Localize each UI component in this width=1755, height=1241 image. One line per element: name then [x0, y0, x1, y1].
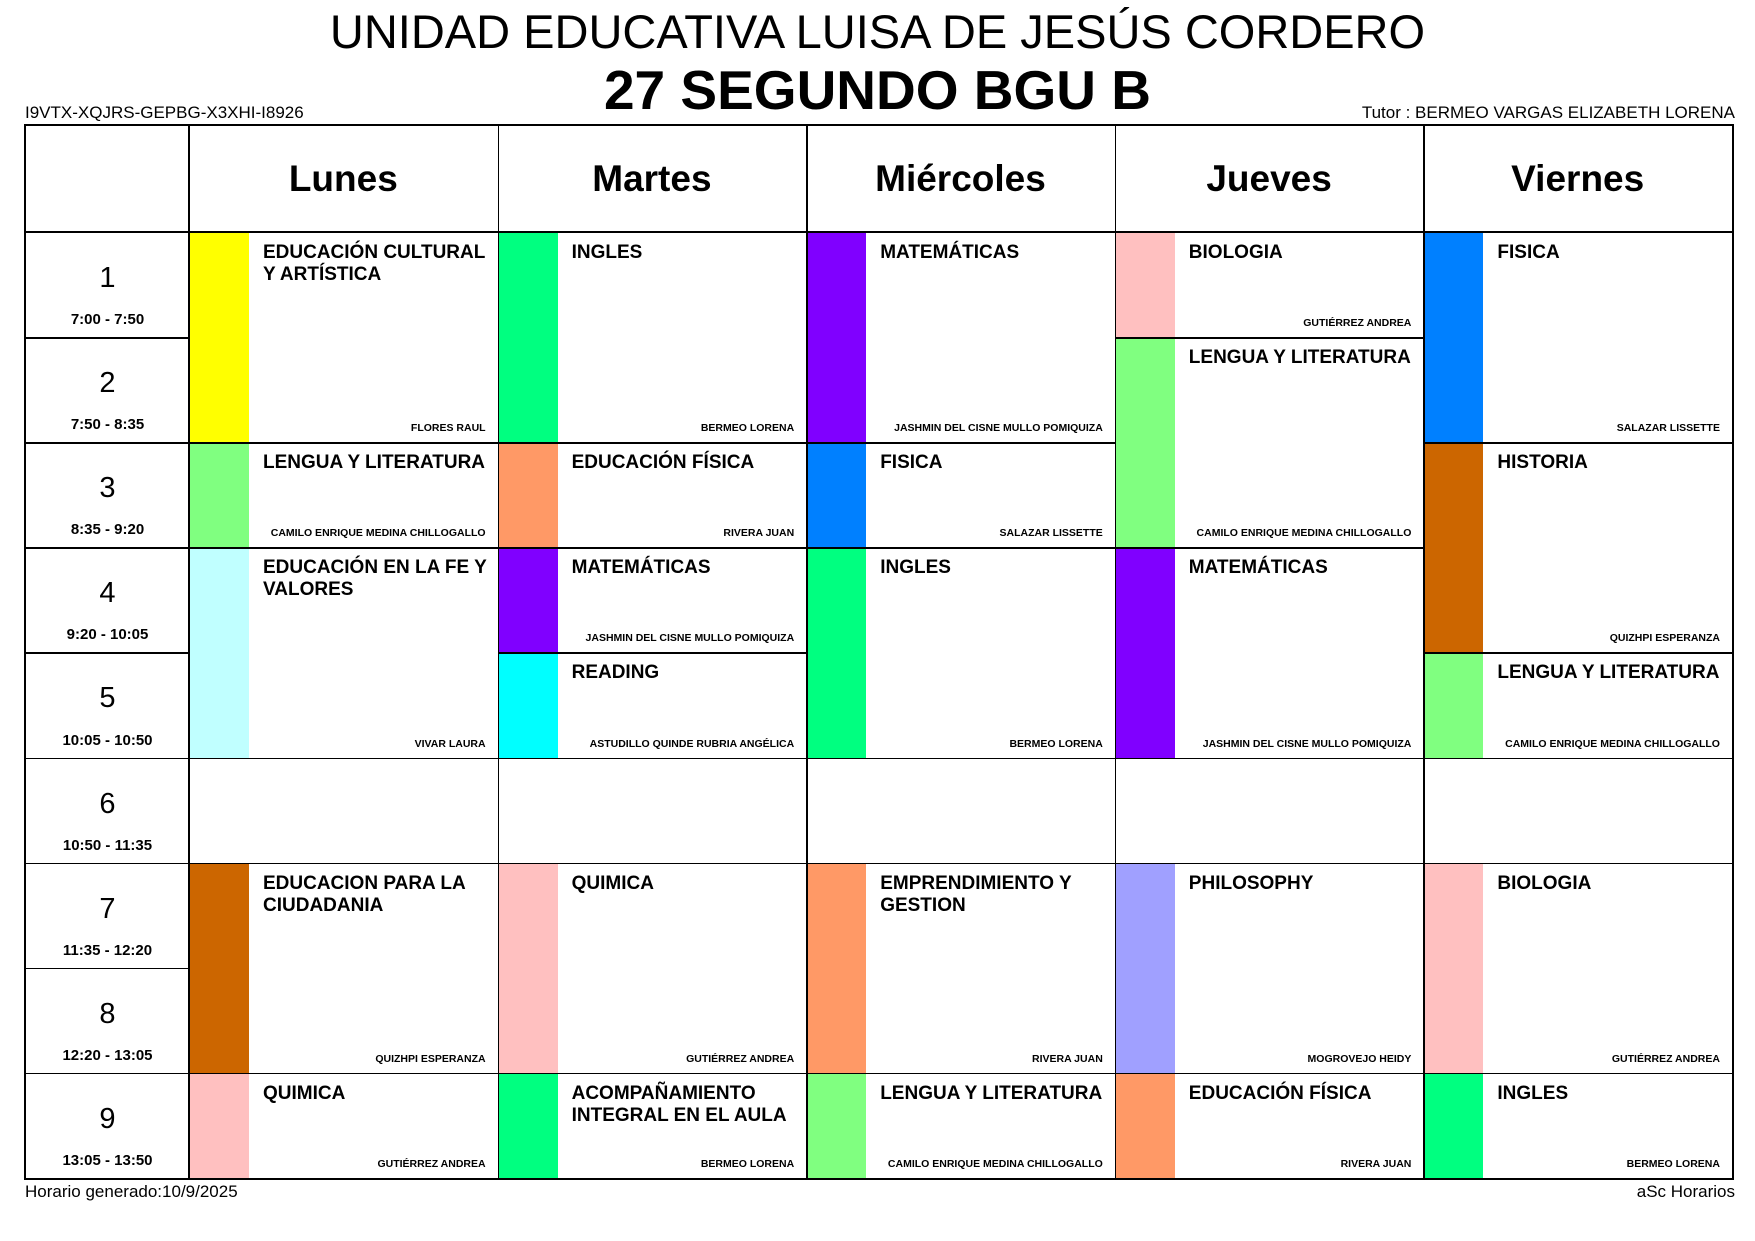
lesson-cell[interactable]: [806, 547, 1115, 757]
lesson-cell[interactable]: [1423, 863, 1732, 1073]
day-column-divider: [1115, 126, 1117, 1178]
lesson-cell[interactable]: [1423, 1073, 1732, 1178]
subject-color-bar: [498, 547, 558, 652]
subject-color-bar: [189, 1073, 249, 1178]
tutor-label: Tutor : BERMEO VARGAS ELIZABETH LORENA: [1361, 103, 1735, 122]
timetable-code: I9VTX-XQJRS-GEPBG-X3XHI-I8926: [25, 103, 304, 122]
lesson-cell[interactable]: [1115, 337, 1424, 547]
lesson-cell[interactable]: [1115, 863, 1424, 1073]
lesson-cell[interactable]: [189, 863, 498, 1073]
teacher-name: CAMILO ENRIQUE MEDINA CHILLOGALLO: [1196, 527, 1412, 540]
teacher-name: QUIZHPI ESPERANZA: [1609, 632, 1720, 645]
period-time: 7:00 - 7:50: [70, 311, 145, 329]
subject-name: MATEMÁTICAS: [571, 557, 711, 579]
teacher-name: SALAZAR LISSETTE: [999, 527, 1103, 540]
lesson-divider: [1423, 442, 1732, 444]
period-time: 11:35 - 12:20: [62, 941, 153, 959]
lesson-divider: [806, 442, 1115, 444]
lesson-cell[interactable]: [1115, 547, 1424, 757]
lesson-cell[interactable]: [1423, 232, 1732, 442]
lesson-cell[interactable]: [498, 863, 807, 1073]
subject-color-bar: [498, 1073, 558, 1178]
subject-color-bar: [1115, 232, 1175, 337]
subject-color-bar: [189, 232, 249, 442]
subject-name: BIOLOGIA: [1188, 242, 1283, 263]
period-row-divider: [26, 968, 189, 970]
day-header: Lunes: [288, 158, 398, 199]
teacher-name: JASHMIN DEL CISNE MULLO POMIQUIZA: [585, 632, 795, 645]
teacher-name: JASHMIN DEL CISNE MULLO POMIQUIZA: [1202, 737, 1412, 750]
lesson-divider: [498, 442, 807, 444]
period-number: 4: [99, 577, 116, 610]
lesson-cell[interactable]: [189, 232, 498, 442]
lesson-divider: [1115, 758, 1424, 760]
period-time: 9:20 - 10:05: [66, 626, 149, 644]
lesson-divider: [498, 547, 807, 549]
subject-color-bar: [1423, 232, 1483, 442]
subject-color-bar: [1115, 337, 1175, 547]
lesson-divider: [806, 863, 1115, 865]
subject-color-bar: [1115, 547, 1175, 757]
teacher-name: RIVERA JUAN: [1031, 1052, 1103, 1065]
lesson-divider: [189, 1073, 498, 1075]
subject-name: LENGUA Y LITERATURA: [880, 1082, 1103, 1104]
school-title: UNIDAD EDUCATIVA LUISA DE JESÚS CORDERO: [329, 5, 1426, 58]
period-number: 5: [99, 682, 116, 715]
subject-name: INGLES: [880, 557, 951, 579]
subject-name: READING: [571, 662, 660, 684]
subject-color-bar: [498, 232, 558, 442]
day-header: Jueves: [1206, 158, 1332, 199]
period-row-divider: [26, 652, 189, 654]
lesson-divider: [1423, 758, 1732, 760]
lesson-cell[interactable]: [498, 1073, 807, 1178]
teacher-name: RIVERA JUAN: [723, 527, 795, 540]
teacher-name: BERMEO LORENA: [1009, 737, 1103, 750]
lesson-divider: [498, 863, 807, 865]
subject-name: EDUCACIÓN CULTURAL Y ARTÍSTICA: [263, 242, 486, 285]
teacher-name: CAMILO ENRIQUE MEDINA CHILLOGALLO: [270, 527, 486, 540]
subject-color-bar: [806, 232, 866, 442]
teacher-name: BERMEO LORENA: [700, 1157, 795, 1170]
subject-name: EDUCACIÓN FÍSICA: [1188, 1082, 1372, 1104]
subject-name: EDUCACIÓN FÍSICA: [571, 452, 755, 474]
subject-name: MATEMÁTICAS: [1188, 557, 1328, 579]
lesson-cell[interactable]: [1423, 442, 1732, 652]
lesson-divider: [498, 652, 807, 654]
subject-color-bar: [1115, 863, 1175, 1073]
lesson-divider: [498, 1073, 807, 1075]
class-title: 27 SEGUNDO BGU B: [603, 59, 1152, 121]
lesson-cell[interactable]: [806, 863, 1115, 1073]
period-number: 8: [99, 997, 116, 1030]
period-row-divider: [26, 442, 189, 444]
subject-color-bar: [498, 863, 558, 1073]
teacher-name: GUTIÉRREZ ANDREA: [1611, 1052, 1720, 1065]
subject-color-bar: [498, 442, 558, 547]
lesson-cell[interactable]: [498, 547, 807, 652]
subject-name: EMPRENDIMIENTO Y GESTION: [880, 872, 1072, 916]
lesson-cell[interactable]: [806, 442, 1115, 547]
day-column-divider: [806, 126, 808, 1178]
lesson-divider: [1115, 547, 1424, 549]
lesson-divider: [189, 758, 498, 760]
teacher-name: SALAZAR LISSETTE: [1616, 422, 1720, 435]
teacher-name: GUTIÉRREZ ANDREA: [1303, 317, 1412, 330]
teacher-name: VIVAR LAURA: [414, 737, 486, 750]
period-time: 10:50 - 11:35: [62, 836, 153, 854]
subject-color-bar: [1423, 1073, 1483, 1178]
subject-color-bar: [189, 442, 249, 547]
period-row-divider: [26, 547, 189, 549]
lesson-divider: [189, 547, 498, 549]
subject-color-bar: [1423, 863, 1483, 1073]
brand-label: aSc Horarios: [1636, 1182, 1735, 1201]
subject-color-bar: [498, 652, 558, 757]
subject-color-bar: [806, 863, 866, 1073]
teacher-name: BERMEO LORENA: [700, 422, 795, 435]
lesson-divider: [1423, 1073, 1732, 1075]
lesson-divider: [189, 863, 498, 865]
subject-name: ACOMPAÑAMIENTO INTEGRAL EN EL AULA: [571, 1082, 787, 1126]
lesson-cell[interactable]: [498, 442, 807, 547]
lesson-divider: [189, 442, 498, 444]
teacher-name: CAMILO ENRIQUE MEDINA CHILLOGALLO: [887, 1157, 1103, 1170]
period-number: 3: [99, 472, 116, 505]
lesson-divider: [1115, 1073, 1424, 1075]
day-header: Miércoles: [875, 158, 1046, 199]
subject-name: HISTORIA: [1497, 452, 1588, 474]
generated-date: Horario generado:10/9/2025: [25, 1182, 238, 1201]
day-header: Viernes: [1511, 158, 1645, 199]
period-time: 10:05 - 10:50: [62, 731, 153, 749]
lesson-cell[interactable]: [189, 442, 498, 547]
header-divider: [26, 231, 1732, 233]
subject-color-bar: [189, 547, 249, 757]
period-number: 2: [99, 367, 116, 400]
subject-name: INGLES: [1497, 1082, 1569, 1104]
period-number: 9: [99, 1102, 116, 1135]
period-time: 8:35 - 9:20: [70, 521, 145, 539]
subject-name: BIOLOGIA: [1497, 872, 1592, 894]
period-number: 7: [99, 892, 116, 925]
period-row-divider: [26, 758, 189, 760]
subject-name: LENGUA Y LITERATURA: [263, 452, 486, 474]
subject-color-bar: [1115, 1073, 1175, 1178]
subject-name: FISICA: [1497, 242, 1560, 263]
lesson-divider: [1115, 863, 1424, 865]
lesson-cell[interactable]: [806, 1073, 1115, 1178]
subject-color-bar: [806, 1073, 866, 1178]
subject-name: INGLES: [571, 242, 643, 263]
period-row-divider: [26, 863, 189, 865]
lesson-cell[interactable]: [498, 232, 807, 442]
lesson-cell[interactable]: [806, 232, 1115, 442]
teacher-name: QUIZHPI ESPERANZA: [375, 1052, 486, 1065]
period-time: 13:05 - 13:50: [62, 1152, 153, 1169]
teacher-name: RIVERA JUAN: [1340, 1157, 1412, 1170]
subject-name: MATEMÁTICAS: [880, 242, 1020, 263]
period-number: 6: [99, 787, 116, 820]
teacher-name: BERMEO LORENA: [1626, 1157, 1720, 1170]
period-number: 1: [99, 262, 116, 294]
lesson-cell[interactable]: [189, 1073, 498, 1178]
lesson-divider: [806, 547, 1115, 549]
subject-name: QUIMICA: [571, 872, 654, 894]
period-row-divider: [26, 337, 189, 339]
subject-name: PHILOSOPHY: [1188, 872, 1314, 894]
subject-color-bar: [1423, 442, 1483, 652]
lesson-cell[interactable]: [1423, 652, 1732, 757]
period-time: 12:20 - 13:05: [62, 1046, 153, 1064]
subject-name: LENGUA Y LITERATURA: [1497, 662, 1720, 684]
teacher-name: JASHMIN DEL CISNE MULLO POMIQUIZA: [894, 422, 1103, 435]
teacher-name: GUTIÉRREZ ANDREA: [377, 1157, 486, 1170]
subject-color-bar: [1423, 652, 1483, 757]
subject-color-bar: [806, 547, 866, 757]
teacher-name: MOGROVEJO HEIDY: [1307, 1052, 1412, 1065]
lesson-divider: [806, 758, 1115, 760]
teacher-name: ASTUDILLO QUINDE RUBRIA ANGÉLICA: [589, 737, 795, 750]
teacher-name: GUTIÉRREZ ANDREA: [686, 1052, 795, 1065]
period-row-divider: [26, 1073, 189, 1075]
lesson-cell[interactable]: [189, 547, 498, 757]
teacher-name: FLORES RAUL: [410, 422, 486, 435]
timetable-grid: [24, 124, 1734, 1180]
lesson-divider: [806, 1073, 1115, 1075]
lesson-divider: [1423, 863, 1732, 865]
subject-name: EDUCACION PARA LA CIUDADANIA: [263, 872, 465, 916]
teacher-name: CAMILO ENRIQUE MEDINA CHILLOGALLO: [1505, 737, 1720, 750]
subject-name: LENGUA Y LITERATURA: [1188, 347, 1411, 369]
subject-name: EDUCACIÓN EN LA FE Y VALORES: [263, 557, 487, 601]
subject-name: FISICA: [880, 452, 943, 474]
lesson-divider: [1115, 337, 1424, 339]
lesson-divider: [1423, 652, 1732, 654]
lesson-cell[interactable]: [498, 652, 807, 757]
lesson-cell[interactable]: [1115, 232, 1424, 337]
day-header: Martes: [592, 158, 712, 199]
subject-color-bar: [806, 442, 866, 547]
subject-name: QUIMICA: [263, 1082, 346, 1104]
lesson-divider: [498, 758, 807, 760]
period-time: 7:50 - 8:35: [70, 416, 145, 434]
subject-color-bar: [189, 863, 249, 1073]
lesson-cell[interactable]: [1115, 1073, 1424, 1178]
